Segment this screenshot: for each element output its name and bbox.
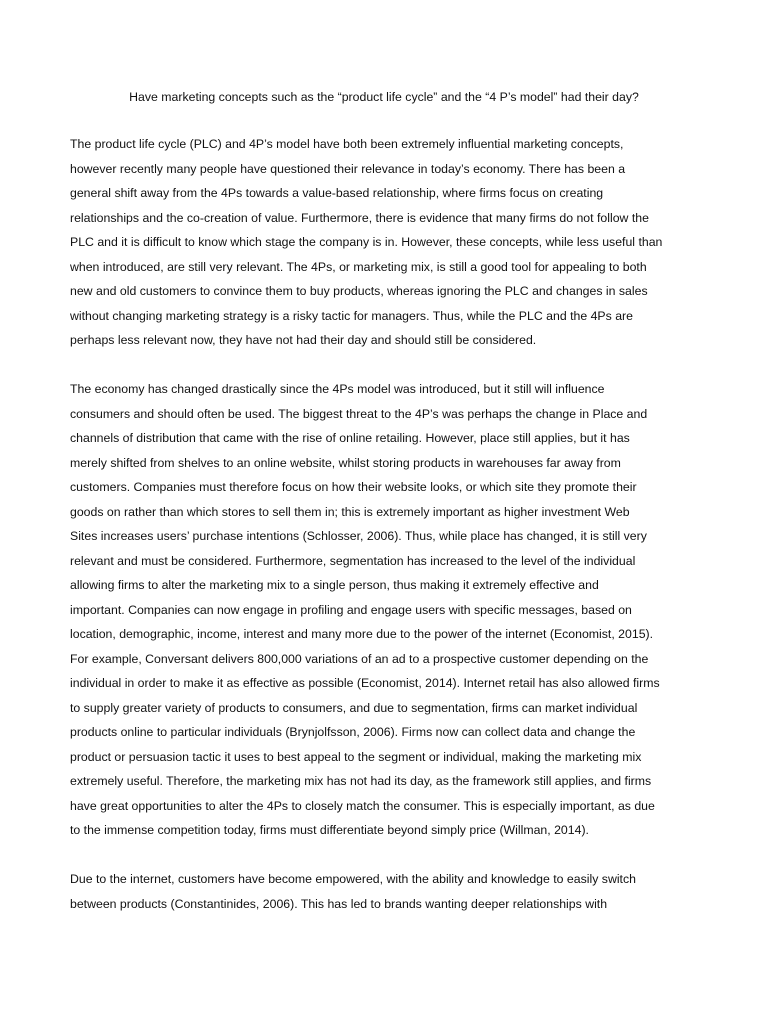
text-line: product or persuasion tactic it uses to best appeal to the segment or individual, making the marketing mix bbox=[70, 749, 642, 764]
paragraph-3 bbox=[70, 867, 636, 916]
text-line: have great opportunities to alter the 4Ps to closely match the consumer. This is especially important, as due bbox=[70, 798, 655, 813]
text-line: merely shifted from shelves to an online website, whilst storing products in warehouses far away from bbox=[70, 455, 621, 470]
text-line: extremely useful. Therefore, the marketing mix has not had its day, as the framework still applies, and firms bbox=[70, 774, 652, 788]
text-line: PLC and it is difficult to know which stage the company is in. However, these concepts, while less useful than bbox=[70, 235, 663, 249]
text-line: allowing firms to alter the marketing mix to a single person, thus making it extremely effective and bbox=[70, 578, 599, 592]
text-line: individual in order to make it as effective as possible (Economist, 2014). Internet retail has also allowed firms bbox=[70, 676, 660, 690]
text-line: perhaps less relevant now, they have not had their day and should still be considered. bbox=[70, 333, 537, 347]
text-line: general shift away from the 4Ps towards a value-based relationship, where firms focus on creating bbox=[70, 186, 604, 200]
paragraph-1 bbox=[70, 132, 662, 353]
page-title: Have marketing concepts such as the “product life cycle” and the “4 P’s model” had their day? bbox=[129, 90, 639, 104]
text-line: The economy has changed drastically since the 4Ps model was introduced, but it still will influence bbox=[70, 382, 605, 396]
paragraph-2 bbox=[70, 377, 660, 843]
text-line: Sites increases users’ purchase intentions (Schlosser, 2006). Thus, while place has changed, it is still very bbox=[70, 529, 647, 543]
text-line: between products (Constantinides, 2006). This has led to brands wanting deeper relationships with bbox=[70, 896, 608, 911]
text-line: For example, Conversant delivers 800,000 variations of an ad to a prospective customer depending on the bbox=[70, 651, 649, 666]
text-line: relevant and must be considered. Furthermore, segmentation has increased to the level of the individual bbox=[70, 553, 636, 568]
text-line: relationships and the co-creation of value. Furthermore, there is evidence that many firms do not follow the bbox=[70, 210, 649, 225]
text-line: however recently many people have questioned their relevance in today’s economy. There has been a bbox=[70, 161, 626, 176]
text-line: when introduced, are still very relevant. The 4Ps, or marketing mix, is still a good tool for appealing to both bbox=[70, 259, 647, 274]
text-line: consumers and should often be used. The biggest threat to the 4P’s was perhaps the change in Place and bbox=[70, 406, 648, 421]
text-line: channels of distribution that came with the rise of online retailing. However, place still applies, but it has bbox=[70, 431, 630, 445]
text-line: without changing marketing strategy is a risky tactic for managers. Thus, while the PLC and the 4Ps are bbox=[70, 308, 633, 323]
text-line: important. Companies can now engage in profiling and engage users with specific messages, based on bbox=[70, 602, 632, 617]
text-line: Due to the internet, customers have become empowered, with the ability and knowledge to easily switch bbox=[70, 872, 636, 886]
text-line: customers. Companies must therefore focus on how their website looks, or which site they promote their bbox=[70, 480, 637, 494]
text-line: products online to particular individuals (Brynjolfsson, 2006). Firms now can collect data and change the bbox=[70, 725, 636, 739]
text-line: goods on rather than which stores to sell them in; this is extremely important as higher investment Web bbox=[70, 504, 630, 519]
text-line: location, demographic, income, interest and many more due to the power of the internet (Economist, 2015). bbox=[70, 627, 654, 641]
text-line: new and old customers to convince them to buy products, whereas ignoring the PLC and changes in sales bbox=[70, 284, 648, 298]
text-line: to supply greater variety of products to consumers, and due to segmentation, firms can market individual bbox=[70, 700, 638, 715]
text-line: to the immense competition today, firms must differentiate beyond simply price (Willman, 2014). bbox=[70, 823, 589, 837]
text-line: The product life cycle (PLC) and 4P’s model have both been extremely influential marketing concepts, bbox=[70, 137, 624, 151]
